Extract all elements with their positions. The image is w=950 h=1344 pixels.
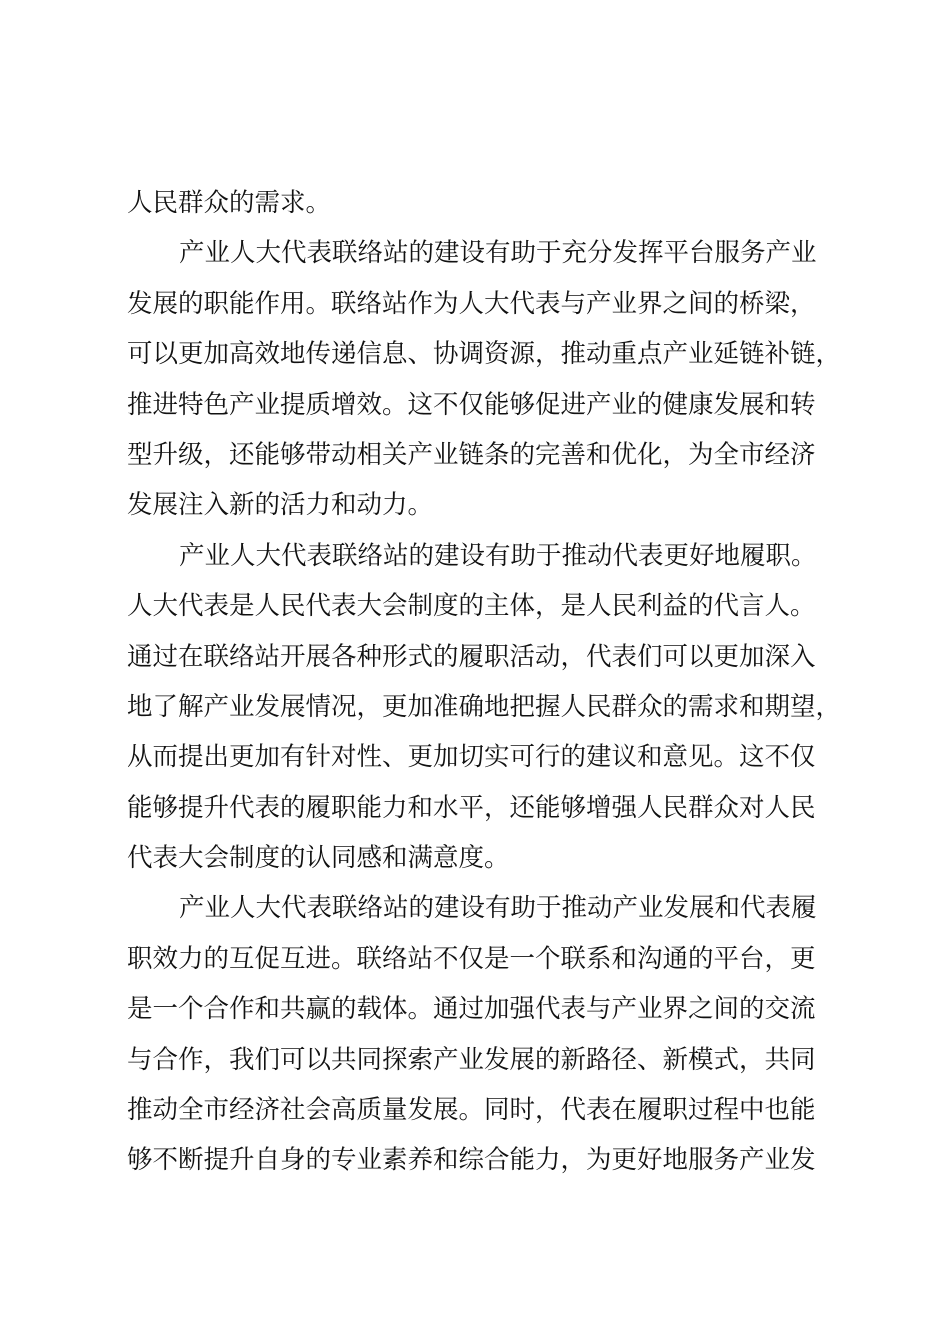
text-line: 代表大会制度的认同感和满意度。: [127, 843, 510, 874]
text-line: 人民群众的需求。: [127, 188, 332, 218]
text-line: 产业人大代表联络站的建设有助于充分发挥平台服务产业: [179, 238, 817, 269]
paragraph-3: [127, 531, 847, 884]
text-line: 发展注入新的活力和动力。: [127, 490, 434, 521]
text-line: 型升级，还能够带动相关产业链条的完善和优化，为全市经济: [127, 439, 816, 470]
text-line: 够不断提升自身的专业素养和综合能力，为更好地服务产业发: [127, 1145, 816, 1176]
paragraph-2: [127, 228, 847, 530]
text-line: 发展的职能作用。联络站作为人大代表与产业界之间的桥梁，: [127, 288, 816, 319]
text-line: 产业人大代表联络站的建设有助于推动产业发展和代表履: [179, 893, 817, 924]
body-text: [127, 178, 847, 1186]
text-line: 推动全市经济社会高质量发展。同时，代表在履职过程中也能: [127, 1095, 816, 1126]
text-line: 与合作，我们可以共同探索产业发展的新路径、新模式，共同: [127, 1044, 816, 1075]
paragraph-1: [127, 178, 847, 228]
paragraph-4: [127, 883, 847, 1185]
text-line: 通过在联络站开展各种形式的履职活动，代表们可以更加深入: [127, 641, 816, 672]
text-line: 可以更加高效地传递信息、协调资源，推动重点产业延链补链，: [127, 339, 842, 370]
text-line: 产业人大代表联络站的建设有助于推动代表更好地履职。: [179, 540, 817, 571]
text-line: 能够提升代表的履职能力和水平，还能够增强人民群众对人民: [127, 792, 816, 823]
text-line: 职效力的互促互进。联络站不仅是一个联系和沟通的平台，更: [127, 943, 816, 974]
text-line: 从而提出更加有针对性、更加切实可行的建议和意见。这不仅: [127, 742, 816, 773]
text-line: 人大代表是人民代表大会制度的主体，是人民利益的代言人。: [127, 591, 816, 622]
text-line: 是一个合作和共赢的载体。通过加强代表与产业界之间的交流: [127, 994, 816, 1025]
text-line: 地了解产业发展情况，更加准确地把握人民群众的需求和期望，: [127, 691, 842, 722]
text-line: 推进特色产业提质增效。这不仅能够促进产业的健康发展和转: [127, 389, 816, 420]
